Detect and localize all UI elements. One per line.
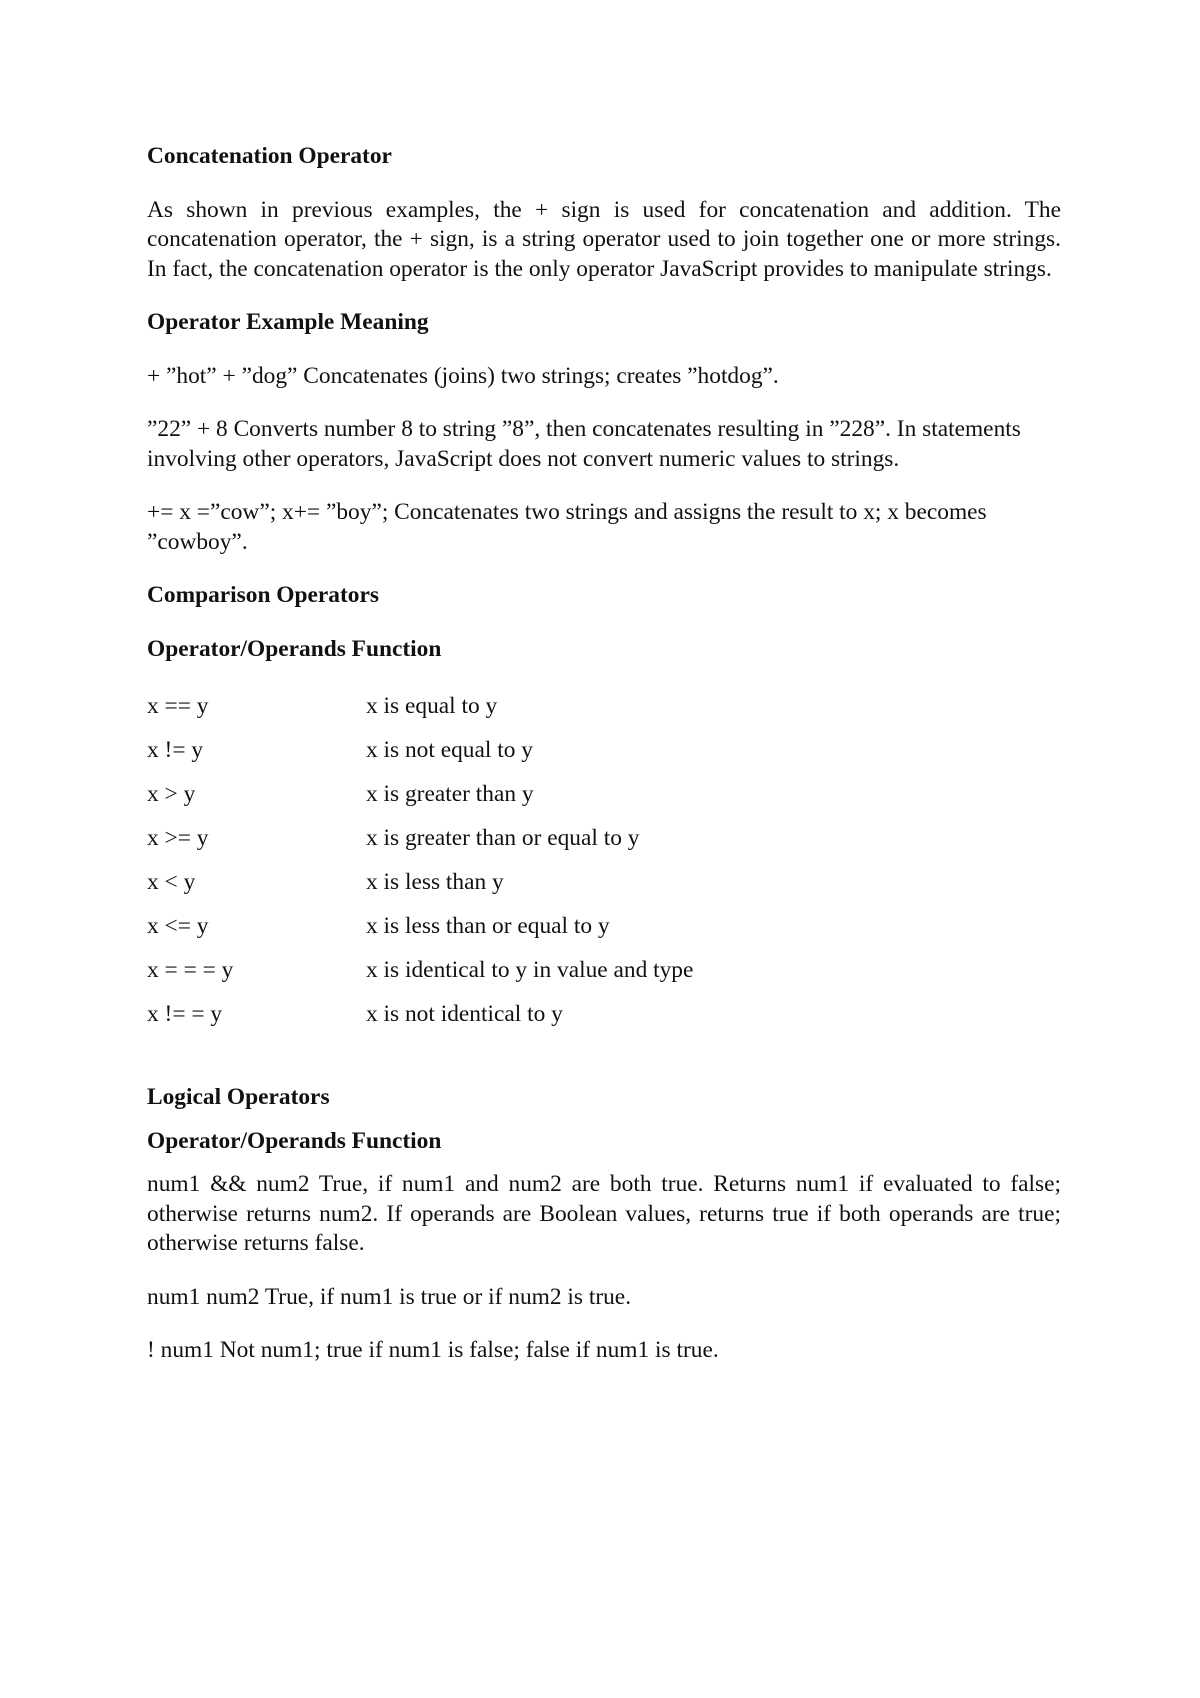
comparison-heading: Comparison Operators [147,582,379,608]
comparison-operator: x <= y [147,913,209,939]
comparison-function: x is less than y [366,869,504,895]
logical-table-heading: Operator/Operands Function [147,1127,442,1154]
comparison-row [147,868,1061,912]
concatenation-table-heading: Operator Example Meaning [147,309,429,335]
comparison-function: x is greater than y [366,781,534,807]
comparison-row [147,912,1061,956]
comparison-function: x is identical to y in value and type [366,957,694,983]
comparison-row [147,1000,1061,1044]
comparison-operator: x = = = y [147,957,234,983]
comparison-function: x is greater than or equal to y [366,825,640,851]
concatenation-row: ”22” + 8 Converts number 8 to string ”8”, then concatenates resulting in ”228”. In statements involving other operators, JavaScript does not convert numeric values to strings. [147,416,1021,472]
comparison-operator: x >= y [147,825,209,851]
concatenation-intro: As shown in previous examples, the + sign is used for concatenation and addition. The concatenation operator, the + sign, is a string operator used to join together one or more strings. In fact, the concatenation operator is the only operator JavaScript provides to manipulate strings. [147,196,1061,282]
concatenation-row: += x =”cow”; x+= ”boy”; Concatenates two strings and assigns the result to x; x becomes ”cowboy”. [147,499,987,555]
logical-heading: Logical Operators [147,1084,330,1110]
comparison-operator: x != = y [147,1001,223,1027]
comparison-table-heading: Operator/Operands Function [147,635,442,662]
comparison-function: x is not identical to y [366,1001,563,1027]
logical-row: ! num1 Not num1; true if num1 is false; false if num1 is true. [147,1337,719,1363]
document-page [147,142,1061,1390]
comparison-operator: x > y [147,781,196,807]
comparison-function: x is equal to y [366,693,498,719]
comparison-function: x is not equal to y [366,737,533,763]
comparison-operator: x != y [147,737,204,763]
comparison-row [147,736,1061,780]
logical-row: num1 && num2 True, if num1 and num2 are both true. Returns num1 if evaluated to false; otherwise returns num2. If operands are Boolean values, returns true if both operands are true; otherwise returns false. [147,1171,1061,1256]
comparison-table [147,692,1061,1044]
concatenation-row: + ”hot” + ”dog” Concatenates (joins) two strings; creates ”hotdog”. [147,362,779,389]
concatenation-heading: Concatenation Operator [147,143,392,169]
logical-row: num1 num2 True, if num1 is true or if num2 is true. [147,1283,632,1310]
comparison-row [147,780,1061,824]
comparison-row [147,824,1061,868]
comparison-row [147,956,1061,1000]
comparison-operator: x == y [147,693,209,719]
comparison-function: x is less than or equal to y [366,913,610,939]
comparison-operator: x < y [147,869,196,895]
comparison-row [147,692,1061,736]
